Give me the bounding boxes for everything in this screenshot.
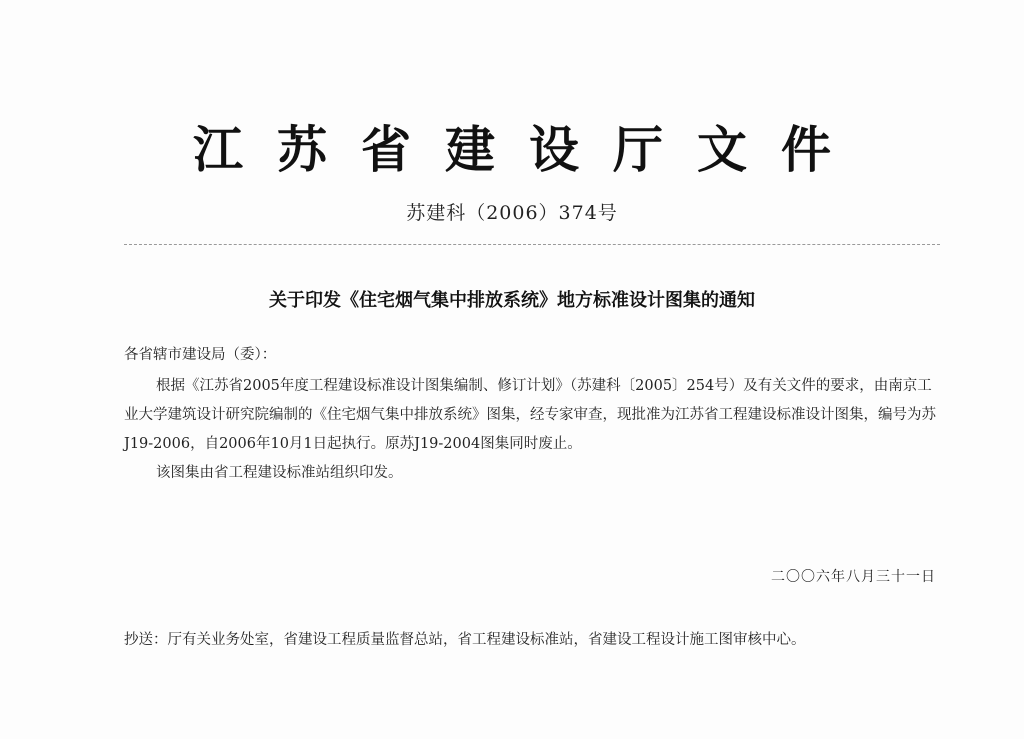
- salutation: 各省辖市建设局（委）：: [124, 347, 277, 363]
- notice-title: 关于印发《住宅烟气集中排放系统》地方标准设计图集的通知: [269, 290, 755, 311]
- document-header-title: 江苏省建设厅文件: [193, 120, 865, 179]
- notice-body: [124, 372, 940, 488]
- body-paragraph-2: 该图集由省工程建设标准站组织印发。: [156, 465, 403, 481]
- signature-date: 二〇〇六年八月三十一日: [771, 569, 936, 585]
- cc-recipients: 抄送：厅有关业务处室，省建设工程质量监督总站，省工程建设标准站，省建设工程设计施工图审核中心。: [124, 632, 806, 648]
- body-paragraph-1: 根据《江苏省2005年度工程建设标准设计图集编制、修订计划》（苏建科〔2005〕254号）及有关文件的要求，由南京工业大学建筑设计研究院编制的《住宅烟气集中排放系统》图集，经专家审查，现批准为江苏省工程建设标准设计图集，编号为苏J19-2006，自2006年10月1日起执行。原苏J19-2004图集同时废止。: [124, 378, 936, 452]
- document-number: 苏建科（2006）374号: [406, 202, 618, 224]
- header-divider: [124, 244, 940, 245]
